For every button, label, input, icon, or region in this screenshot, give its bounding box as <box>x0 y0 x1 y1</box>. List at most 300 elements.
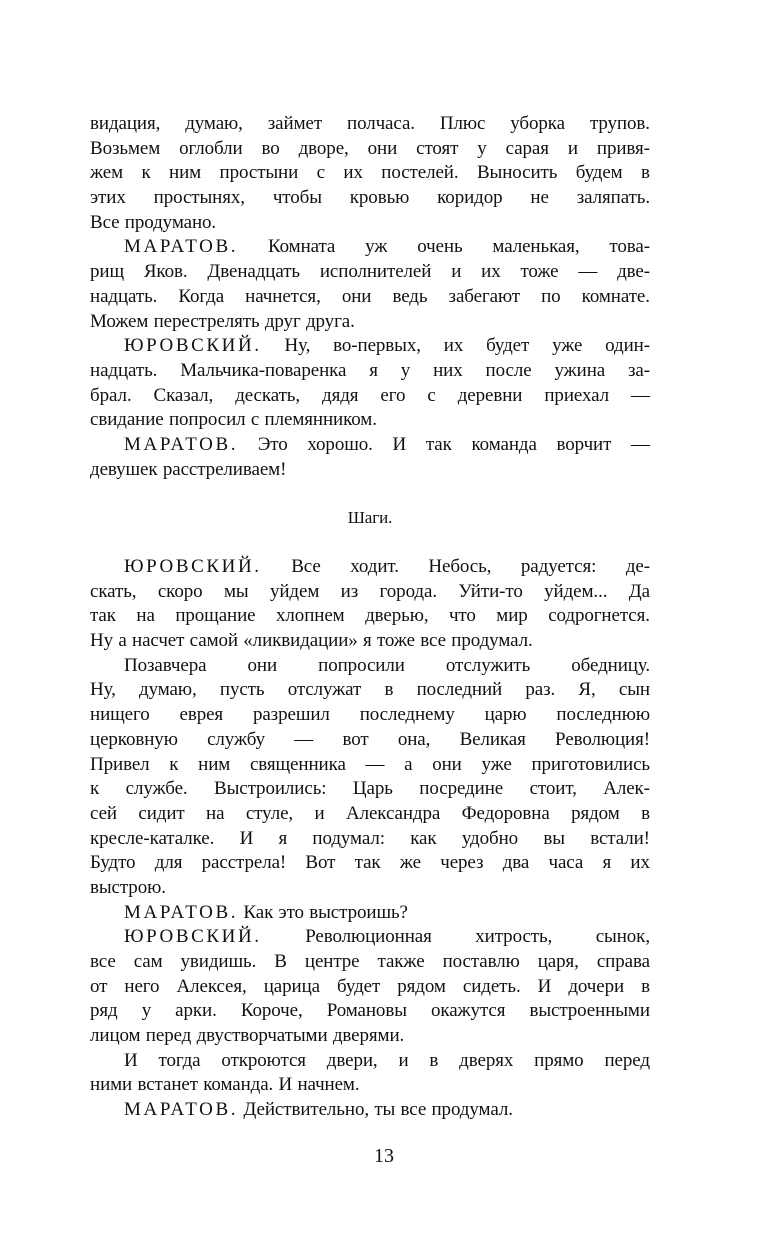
word: Выносить <box>476 162 558 184</box>
word: справа <box>596 951 650 972</box>
word: царю <box>484 704 527 726</box>
word: Мальчика-поваренка <box>180 359 347 381</box>
word: ними <box>90 1074 133 1096</box>
word: Революция! <box>555 728 650 750</box>
word: в <box>641 802 650 824</box>
text-line <box>90 1049 650 1074</box>
word: трупов. <box>589 113 650 134</box>
word: я <box>369 359 378 381</box>
word: девушек <box>90 458 158 480</box>
word: И <box>537 975 552 997</box>
word: стоит, <box>529 778 577 800</box>
word: все <box>420 630 446 652</box>
speaker-name: ЮРОВСКИЙ. <box>124 335 262 357</box>
word: них <box>433 359 463 381</box>
text-line <box>90 901 650 926</box>
text-line <box>90 285 650 310</box>
word: окажутся <box>430 1000 506 1022</box>
word: заляпать. <box>576 187 650 209</box>
word: комнате. <box>581 285 650 307</box>
text-line <box>90 359 650 384</box>
text-line <box>90 604 650 629</box>
word: выстроишь? <box>309 901 408 923</box>
word: И <box>124 1049 138 1071</box>
word: хлопнем <box>276 605 345 627</box>
word: двустворчатыми <box>196 1025 328 1047</box>
word: Небось, <box>428 556 492 577</box>
word: подумал: <box>312 827 385 849</box>
word: они <box>432 753 462 775</box>
word: ряд <box>90 1000 118 1022</box>
word: выстроенными <box>529 1000 650 1022</box>
text-line <box>90 506 650 531</box>
word: Александра <box>345 802 441 824</box>
word: очень <box>417 236 463 258</box>
word: за- <box>628 359 650 381</box>
word: сам <box>133 951 163 972</box>
text-line <box>90 950 650 975</box>
word: попросил <box>168 409 246 431</box>
word: Ну <box>90 630 114 652</box>
word: маленькая, <box>492 236 580 258</box>
word: сидеть. <box>462 975 521 997</box>
word: они <box>247 654 278 676</box>
word: Это <box>257 433 288 455</box>
word: И <box>239 827 254 849</box>
word: по <box>541 285 561 307</box>
word: оглобли <box>179 137 243 159</box>
word: две- <box>617 261 650 283</box>
word: службу <box>207 728 265 750</box>
word: чтобы <box>272 187 322 209</box>
word: привя- <box>596 137 650 159</box>
word: ним <box>169 162 202 184</box>
word: команда. <box>203 1074 274 1096</box>
word: Как <box>243 901 274 923</box>
word: будем <box>575 162 623 184</box>
text-line <box>90 161 650 186</box>
word: простынях, <box>153 187 245 209</box>
text-line <box>90 851 650 876</box>
word: к <box>90 778 100 800</box>
word: для <box>154 852 183 874</box>
word: они <box>341 285 372 307</box>
text-line <box>90 728 650 753</box>
text-line <box>90 580 650 605</box>
word: сарая <box>505 137 549 159</box>
word: с <box>250 409 260 431</box>
word: дверями. <box>332 1025 405 1047</box>
text-line <box>90 555 650 580</box>
word: расстрела! <box>201 852 287 874</box>
text-line <box>90 654 650 679</box>
word: двери, <box>326 1049 378 1071</box>
word: церковную <box>90 728 178 750</box>
word: их <box>481 261 501 283</box>
word: кресле-каталке. <box>90 827 215 849</box>
word: от <box>90 975 108 997</box>
word: я <box>602 852 612 874</box>
word: выстрою. <box>90 876 166 898</box>
text-line <box>90 703 650 728</box>
word: пусть <box>219 679 265 701</box>
text-line <box>90 211 650 236</box>
word: они <box>367 137 398 159</box>
word: уже <box>552 335 583 357</box>
word: из <box>340 580 359 602</box>
text-line <box>90 1073 650 1098</box>
word: встали! <box>590 827 650 849</box>
word: и <box>398 1049 409 1071</box>
word: начнем. <box>297 1074 360 1096</box>
word: мир <box>496 605 528 627</box>
word: их <box>443 335 464 357</box>
word: после <box>485 359 532 381</box>
word: уйдем... <box>544 580 608 602</box>
word: этих <box>90 187 126 209</box>
word: во <box>261 137 280 159</box>
word: Позавчера <box>124 654 207 676</box>
word: — <box>578 261 598 283</box>
word: Сказал, <box>153 384 214 406</box>
word: стоят <box>416 137 459 159</box>
word: уж <box>365 236 388 258</box>
word: Шаги. <box>347 508 393 528</box>
word: Да <box>628 580 650 602</box>
text-line <box>90 1098 650 1123</box>
word: займет <box>267 113 323 134</box>
word: Я, <box>578 679 596 701</box>
word: все <box>400 1099 427 1121</box>
word: скоро <box>157 580 203 602</box>
word: — <box>294 728 314 750</box>
word: сей <box>90 802 117 824</box>
word: встанет <box>137 1074 198 1096</box>
word: хитрость, <box>475 926 553 948</box>
word: к <box>141 162 151 184</box>
word: что <box>448 605 476 627</box>
word: дядя <box>322 384 359 406</box>
word: уйдем <box>269 580 320 602</box>
word: рядом <box>397 975 446 997</box>
word: откроются <box>221 1049 306 1071</box>
word: радуется: <box>520 556 597 577</box>
word: Ну, <box>90 679 116 701</box>
word: брал. <box>90 384 132 406</box>
word: — <box>631 384 650 406</box>
word: приготовились <box>531 753 650 775</box>
word: — <box>631 433 650 455</box>
word: ты <box>374 1099 396 1121</box>
word: коридор <box>437 187 503 209</box>
word: Уйти-то <box>458 580 523 602</box>
word: Все <box>90 211 120 233</box>
word: рищ <box>90 261 124 283</box>
word: удобно <box>461 827 519 849</box>
word: Вот <box>305 852 336 874</box>
word: ведь <box>392 285 428 307</box>
word: уже <box>481 753 512 775</box>
word: так <box>354 852 381 874</box>
text-line <box>90 629 650 654</box>
page-text <box>90 112 650 1123</box>
word: дворе, <box>298 137 349 159</box>
word: друга. <box>305 310 355 332</box>
word: деревни <box>457 384 523 406</box>
word: его <box>380 384 406 406</box>
word: сидит <box>138 802 185 824</box>
text-line <box>90 137 650 162</box>
word: а <box>118 630 127 652</box>
word: тоже <box>520 261 559 283</box>
word: прощание <box>175 605 256 627</box>
word: племянником. <box>264 409 377 431</box>
word: ужина <box>554 359 606 381</box>
word: тоже <box>376 630 415 652</box>
word: постелей. <box>381 162 459 184</box>
word: и <box>567 137 578 159</box>
word: Короче, <box>240 1000 303 1022</box>
word: расстреливаем! <box>162 458 287 480</box>
text-line <box>90 310 650 335</box>
word: последний <box>416 679 503 701</box>
word: мы <box>223 580 249 602</box>
word: обедницу. <box>571 654 650 676</box>
word: дочери <box>568 975 625 997</box>
speaker-name: МАРАТОВ. <box>124 236 239 258</box>
word: попросили <box>318 654 405 676</box>
word: ворчит <box>556 433 612 455</box>
word: в <box>384 679 394 701</box>
word: в <box>429 1049 439 1071</box>
word: два <box>502 852 530 874</box>
word: рядом <box>571 802 620 824</box>
word: последнюю <box>556 704 650 726</box>
word: отслужить <box>445 654 531 676</box>
word: же <box>399 852 421 874</box>
word: поставлю <box>442 951 520 972</box>
word: отслужат <box>287 679 362 701</box>
word: я <box>363 630 372 652</box>
word: на <box>136 605 155 627</box>
word: будет <box>337 975 381 997</box>
word: Действительно, <box>243 1099 369 1121</box>
word: продумал. <box>451 630 533 652</box>
word: к <box>169 753 179 775</box>
word: надцать. <box>90 359 158 381</box>
word: Алек- <box>603 778 650 800</box>
word: Все <box>291 556 321 577</box>
word: вот <box>342 728 369 750</box>
text-line <box>90 408 650 433</box>
text-line <box>90 753 650 778</box>
text-line <box>90 186 650 211</box>
word: как <box>410 827 437 849</box>
word: на <box>206 802 225 824</box>
word: прямо <box>534 1049 584 1071</box>
word: часа <box>548 852 584 874</box>
word: него <box>124 975 160 997</box>
word: у <box>400 359 411 381</box>
word: дескать, <box>235 384 300 406</box>
word: видация, <box>90 113 161 134</box>
word: Возьмем <box>90 137 161 159</box>
text-line <box>90 827 650 852</box>
word: нищего <box>90 704 150 726</box>
word: дверью, <box>365 605 429 627</box>
word: скать, <box>90 580 137 602</box>
word: города. <box>379 580 437 602</box>
word: Комната <box>267 236 336 258</box>
word: будет <box>486 335 530 357</box>
text-line <box>90 1024 650 1049</box>
word: Ну, <box>284 335 311 357</box>
word: сын <box>618 679 650 701</box>
word: И <box>278 1074 293 1096</box>
word: Алексея, <box>176 975 247 997</box>
word: Будто <box>90 852 136 874</box>
word: один- <box>605 335 650 357</box>
word: еврея <box>179 704 224 726</box>
word: не <box>530 187 549 209</box>
text-line <box>90 777 650 802</box>
speaker-name: МАРАТОВ. <box>124 1099 239 1121</box>
word: ним <box>198 753 231 775</box>
speaker-name: ЮРОВСКИЙ. <box>124 556 262 577</box>
word: надцать. <box>90 285 158 307</box>
word: уборка <box>510 113 565 134</box>
word: я <box>278 827 288 849</box>
text-line <box>90 235 650 260</box>
word: тогда <box>158 1049 201 1071</box>
word: Можем <box>90 310 149 332</box>
word: това- <box>609 236 650 258</box>
word: Привел <box>90 753 150 775</box>
word: Когда <box>178 285 225 307</box>
word: арки. <box>175 1000 217 1022</box>
word: раз. <box>525 679 556 701</box>
word: так <box>90 605 116 627</box>
word: Революционная <box>305 926 432 948</box>
word: перед <box>604 1049 650 1071</box>
word: сынок, <box>595 926 650 948</box>
word: забегают <box>448 285 521 307</box>
word: думаю, <box>139 679 197 701</box>
word: во-первых, <box>333 335 421 357</box>
word: в <box>641 162 650 184</box>
word: лицом <box>90 1025 141 1047</box>
word: самой <box>189 630 238 652</box>
word: Яков. <box>143 261 188 283</box>
word: «ликвидации» <box>243 630 358 652</box>
word: у <box>141 1000 152 1022</box>
speaker-name: ЮРОВСКИЙ. <box>124 926 262 948</box>
word: Царь <box>352 778 393 800</box>
text-line <box>90 334 650 359</box>
word: последнему <box>359 704 455 726</box>
word: в <box>641 975 650 997</box>
word: их <box>343 162 363 184</box>
word: перед <box>145 1025 192 1047</box>
text-line <box>90 112 650 137</box>
word: это <box>278 901 304 923</box>
word: все <box>90 951 116 972</box>
word: через <box>440 852 484 874</box>
word: посредине <box>419 778 504 800</box>
word: Федоровна <box>461 802 550 824</box>
speaker-name: МАРАТОВ. <box>124 901 239 923</box>
word: друг <box>264 310 301 332</box>
word: приехал <box>544 384 610 406</box>
word: центре <box>304 951 360 972</box>
word: вы <box>543 827 565 849</box>
word: разрешил <box>252 704 330 726</box>
speaker-name: МАРАТОВ. <box>124 433 239 455</box>
word: продумал. <box>431 1099 513 1121</box>
word: службе. <box>125 778 188 800</box>
word: дверях <box>459 1049 514 1071</box>
word: команда <box>471 433 537 455</box>
word: насчет <box>132 630 185 652</box>
text-line <box>90 999 650 1024</box>
word: с <box>316 162 325 184</box>
word: начнется, <box>245 285 321 307</box>
word: содрогнется. <box>548 605 650 627</box>
text-line <box>90 458 650 483</box>
word: и <box>451 261 462 283</box>
word: В <box>274 951 287 972</box>
word: Великая <box>459 728 526 750</box>
page-number: 13 <box>374 1145 394 1167</box>
word: увидишь. <box>180 951 257 972</box>
text-line <box>90 678 650 703</box>
text-line <box>90 260 650 285</box>
word: у <box>477 137 487 159</box>
word: царица <box>263 975 320 997</box>
word: И <box>392 433 407 455</box>
word: так <box>425 433 452 455</box>
word: царя, <box>537 951 579 972</box>
word: простыни <box>219 162 299 184</box>
word: Романовы <box>326 1000 407 1022</box>
text-line <box>90 975 650 1000</box>
word: жем <box>90 162 124 184</box>
word: де- <box>625 556 650 577</box>
word: — <box>365 753 385 775</box>
word: также <box>377 951 425 972</box>
word: кровью <box>349 187 410 209</box>
text-line <box>90 384 650 409</box>
word: Плюс <box>439 113 486 134</box>
word: стуле, <box>245 802 294 824</box>
word: и <box>314 802 325 824</box>
word: думаю, <box>185 113 243 134</box>
word: их <box>630 852 650 874</box>
text-line <box>90 876 650 901</box>
word: с <box>427 384 436 406</box>
word: продумано. <box>124 211 217 233</box>
word: хорошо. <box>307 433 373 455</box>
word: перестрелять <box>153 310 260 332</box>
word: она, <box>397 728 431 750</box>
text-line <box>90 433 650 458</box>
word: полчаса. <box>347 113 415 134</box>
word: Двенадцать <box>207 261 300 283</box>
text-line <box>90 802 650 827</box>
word: исполнителей <box>319 261 432 283</box>
word: свидание <box>90 409 164 431</box>
word: священника <box>249 753 346 775</box>
